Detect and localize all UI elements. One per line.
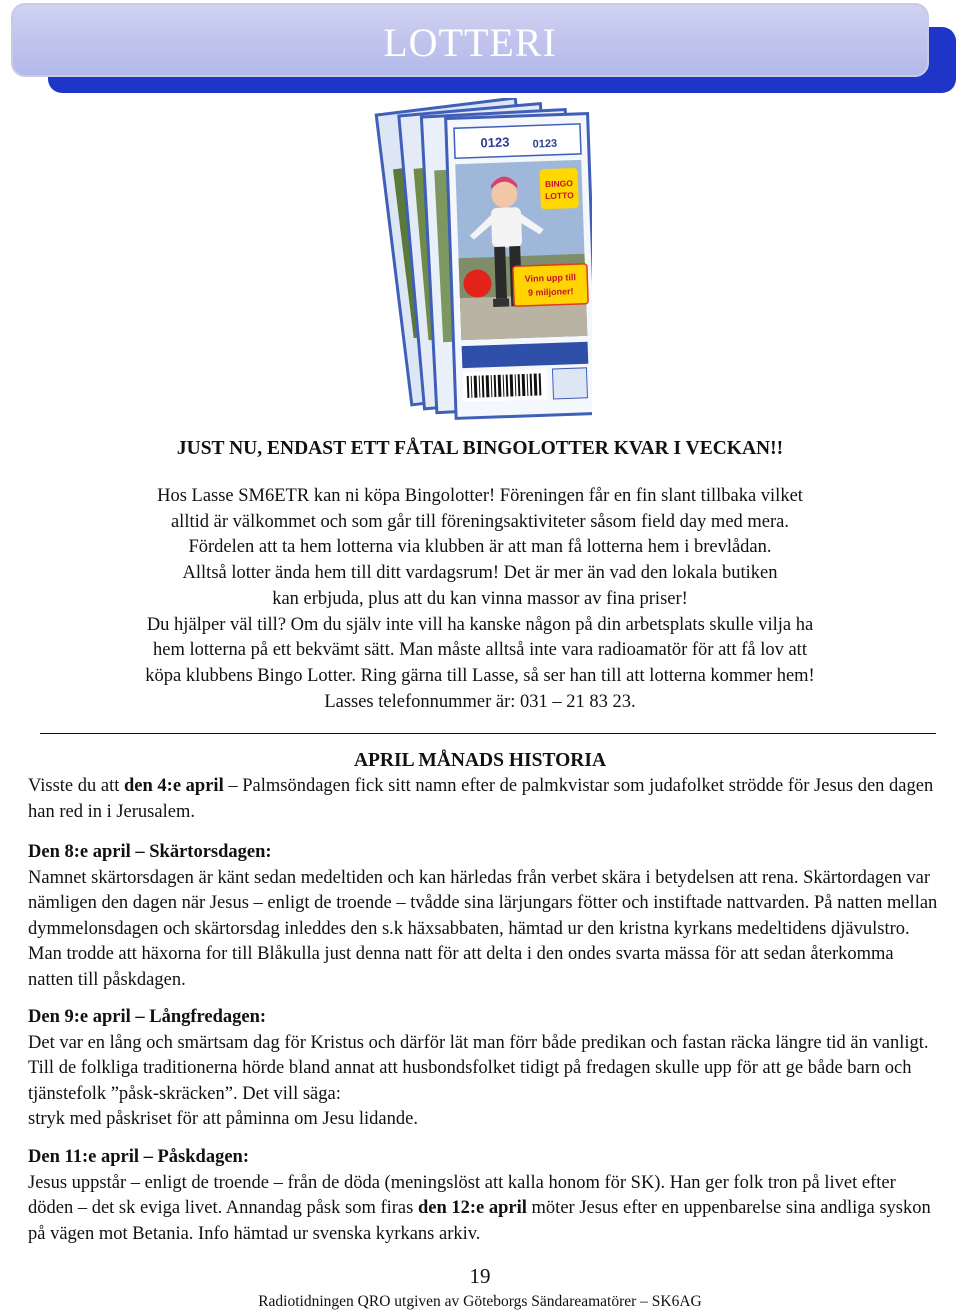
ticket-number-2: 0123 [532,137,558,151]
promo-line: Fördelen att ta hem lotterna via klubben är att man få lotterna hem i brevlådan. [188,537,772,558]
promo-text [0,484,960,715]
promo-line: kan erbjuda, plus att du kan vinna massor av fina priser! [272,588,688,609]
intro-text-rest: – Palmsöndagen fick sitt namn efter de palmkvistar som judafolket strödde för Jesus den dagen han red in i Jerusalem. [28,776,934,822]
history-intro [28,774,938,825]
page-footer: Radiotidningen QRO utgiven av Göteborgs Sändareamatörer – SK6AG [258,1293,702,1310]
section-heading: Den 11:e april – Påskdagen: [28,1147,249,1167]
history-section-paskdagen [28,1145,938,1247]
promo-line: köpa klubbens Bingo Lotter. Ring gärna till Lasse, så ser han till att lotterna kommer hem! [145,665,815,686]
history-section-skartorsdagen [28,840,938,993]
promo-line: Hos Lasse SM6ETR kan ni köpa Bingolotter! Föreningen får en fin slant tillbaka vilket [157,486,803,506]
section-heading: Den 8:e april – Skärtorsdagen: [28,842,272,862]
promo-line: hem lotterna på ett bekvämt sätt. Man måste alltså inte vara radioamatör för att få lov att [153,640,807,661]
ticket-brand: BINGO [544,178,574,190]
bingo-lotto-tickets-illustration [362,98,592,434]
section-text: Jesus uppstår – enligt de troende – från de döda (meningslöst att kalla honom för SK). Han ger folk tron på livet efter döden – det sk eviga livet. Annandag påsk som firas [28,1172,896,1218]
section-heading: Den 9:e april – Långfredagen: [28,1007,267,1027]
intro-text: Visste du att [28,776,125,796]
history-title: APRIL MÅNADS HISTORIA [353,750,607,771]
section-text-rest: möter Jesus efter en uppenbarelse sina andliga syskon på vägen mot Betania. Info hämtad ur svenska kyrkans arkiv. [28,1198,931,1244]
promo-line: Du hjälper väl till? Om du själv inte vill ha kanske någon på din arbetsplats skulle vilja ha [146,614,814,635]
ticket-front [446,114,592,419]
banner-title: LOTTERI [383,20,557,65]
svg-text:LOTTO: LOTTO [544,190,574,202]
ticket-number: 0123 [480,134,510,151]
section-text: Namnet skärtorsdagen är känt sedan medeltiden och kan härledas från verbet skära i betydelsen att rena. Skärtordagen var nämligen den dagen när Jesus – enligt de troende – tvådde sina lärjungars fötter och instiftade nattvarden. På natten mellan dymmelonsdagen och skärtorsdag inleddes den s.k häxsabbaten, hämtad ur den kristna kyrkans medeltidens djävulstro. Man trodde att häxorna for till Blåkulla just denna natt för att delta i den ondes svarta mässa för att sedan återkomma natten till påskdagen. [28,867,938,990]
promo-phone-line: Lasses telefonnummer är: 031 – 21 83 23. [324,691,636,712]
section-date: den 12:e april [417,1198,527,1218]
intro-date: den 4:e april [124,776,224,796]
section-divider [40,733,936,734]
promo-line: alltid är välkommet och som går till föreningsaktiviteter såsom field day med mera. [170,511,790,532]
page-banner [11,3,929,77]
section-text: Det var en lång och smärtsam dag för Kristus och därför lät man förr både predikan och fastan räcka längre tid än vanligt. Till de folkliga traditionerna hörde bland annat att husbondsfolket tidigt på fredagen skulle upp för att ge både barn och tjänstefolk ”påsk-skräcken”. Det vill säga: [28,1032,929,1104]
page-number: 19 [469,1264,491,1288]
promo-headline: JUST NU, ENDAST ETT FÅTAL BINGOLOTTER KVAR I VECKAN!! [176,438,784,459]
history-section-langfredagen [28,1005,938,1133]
section-text-continued: stryk med påskriset för att påminna om Jesu lidande. [28,1109,418,1129]
promo-line: Alltså lotter ända hem till ditt vardagsrum! Det är mer än vad den lokala butiken [182,563,778,584]
svg-text:9 miljoner!: 9 miljoner! [527,286,574,298]
svg-text:Vinn upp till: Vinn upp till [524,272,577,284]
